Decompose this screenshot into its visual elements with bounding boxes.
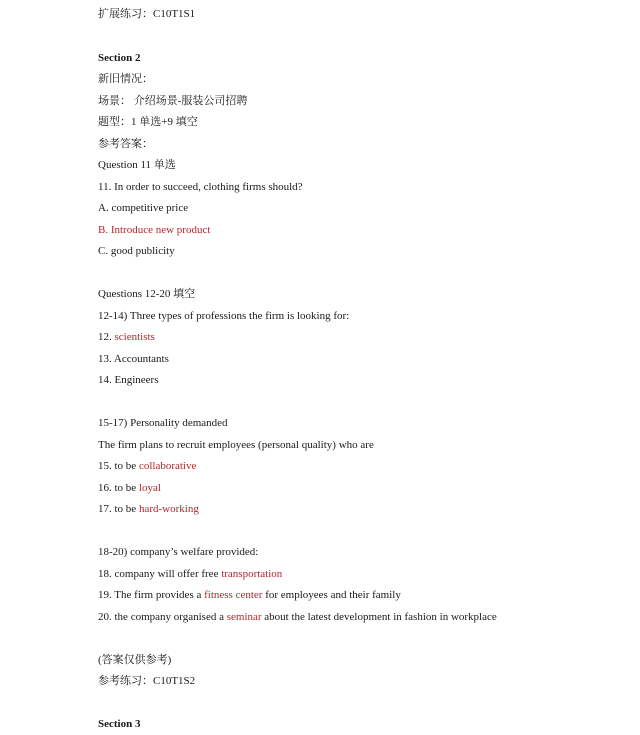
question-11-text: 11. In order to succeed, clothing firms should? [98,181,303,193]
question-13: 13. Accountants [98,353,169,365]
question-20 [98,610,497,624]
question-12-answer: scientists [114,331,155,343]
answer-disclaimer: (答案仅供参考) [98,654,172,666]
question-type-line: 题型：1 单选+9 填空 [98,116,198,128]
question-18 [98,567,282,581]
question-15-answer: collaborative [138,460,197,472]
question-19 [98,588,401,602]
question-20-answer: seminar [226,611,262,623]
question-12 [98,330,155,344]
question-14: 14. Engineers [98,374,159,386]
option-c: C. good publicity [98,245,175,257]
new-old-status: 新旧情况： [98,73,153,85]
question-11-heading: Question 11 单选 [98,159,176,171]
extension-practice-line: 扩展练习：C10T1S1 [98,8,196,20]
reference-answer-label: 参考答案： [98,138,153,150]
question-18-answer: transportation [221,568,283,580]
questions-12-20-heading: Questions 12-20 填空 [98,288,196,300]
question-19-answer: fitness center [204,589,263,601]
option-b-answer: B. Introduce new product [98,224,211,236]
group-15-17-title: 15-17) Personality demanded [98,417,228,429]
section-2-title: Section 2 [98,52,141,64]
question-15 [98,459,196,473]
question-19-suffix: for employees and their family [262,589,401,601]
question-12-prefix: 12. [98,331,115,343]
scene-line: 场景： 介绍场景-服装公司招聘 [98,95,248,107]
question-16-answer: loyal [138,482,161,494]
question-15-prefix: 15. to be [98,460,139,472]
section-3-title: Section 3 [98,718,141,730]
question-17 [98,502,199,516]
question-16 [98,481,161,495]
question-16-prefix: 16. to be [98,482,139,494]
group-18-20-title: 18-20) company’s welfare provided: [98,546,259,558]
question-18-prefix: 18. company will offer free [98,568,222,580]
question-19-prefix: 19. The firm provides a [98,589,205,601]
question-20-prefix: 20. the company organised a [98,611,227,623]
reference-practice-line: 参考练习：C10T1S2 [98,675,196,687]
group-15-17-intro: The firm plans to recruit employees (personal quality) who are [98,439,374,451]
group-12-14-title: 12-14) Three types of professions the firm is looking for: [98,310,350,322]
question-17-answer: hard-working [138,503,199,515]
question-20-suffix: about the latest development in fashion in workplace [261,611,497,623]
option-a: A. competitive price [98,202,189,214]
question-17-prefix: 17. to be [98,503,139,515]
